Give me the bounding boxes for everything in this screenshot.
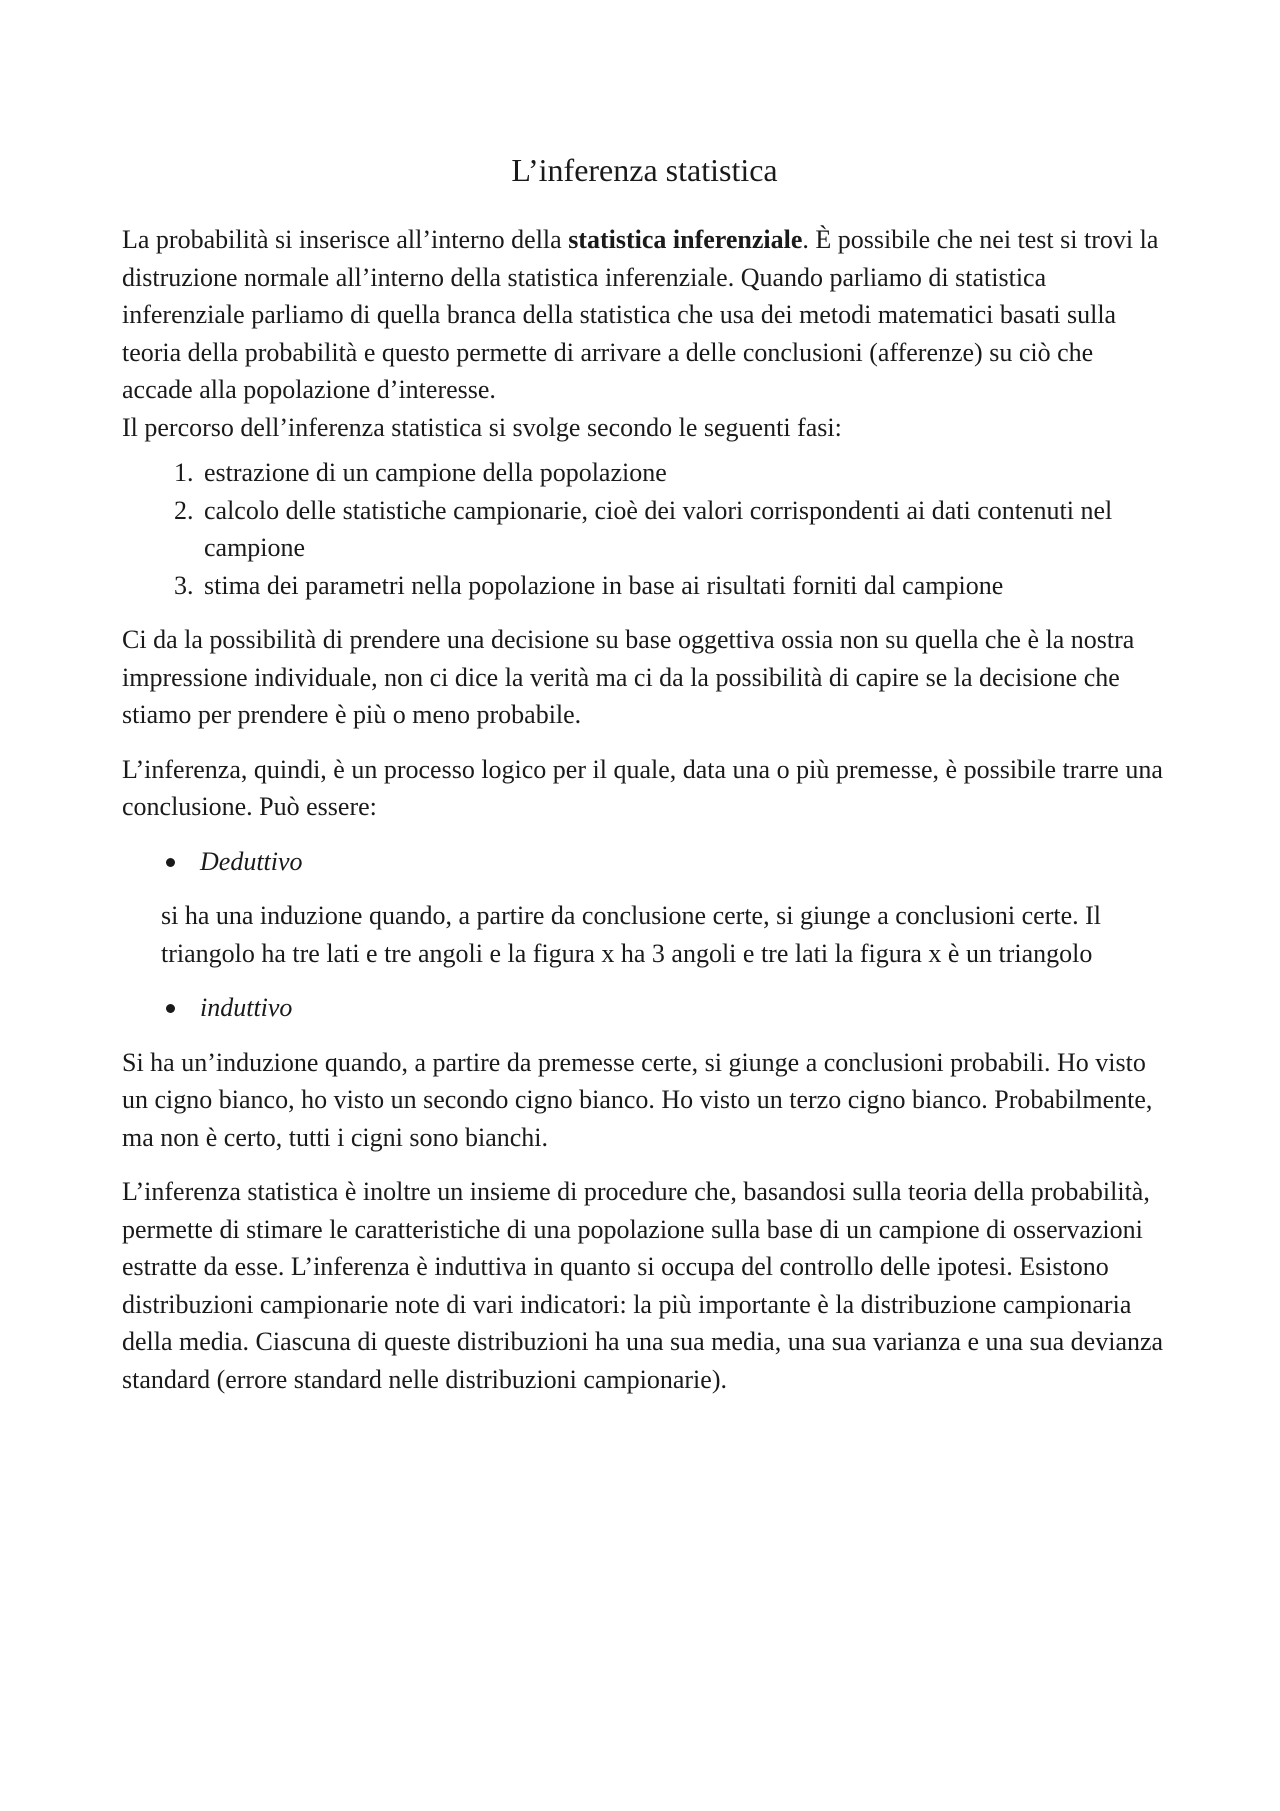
steps-intro: Il percorso dell’inferenza statistica si svolge secondo le seguenti fasi: <box>122 412 842 442</box>
list-item: 2. calcolo delle statistiche campionarie, cioè dei valori corrispondenti ai dati contenuti nel campione <box>200 492 1167 567</box>
intro-paragraph <box>122 221 1167 409</box>
inference-kinds-list-deductive <box>122 843 1167 881</box>
list-item-deductive <box>122 843 1167 881</box>
list-item-inductive <box>122 989 1167 1027</box>
inference-paragraph: L’inferenza, quindi, è un processo logico per il quale, data una o più premesse, è possibile trarre una conclusione. Può essere: <box>122 754 1163 821</box>
document-page <box>122 150 1167 1415</box>
deductive-description: si ha una induzione quando, a partire da conclusione certe, si giunge a conclusioni certe. Il triangolo ha tre lati e tre angoli e la figura x ha 3 angoli e tre lati la figura x è un triangolo <box>161 901 1101 968</box>
list-item: 3. stima dei parametri nella popolazione in base ai risultati forniti dal campione <box>200 567 1167 605</box>
page-title: L’inferenza statistica <box>511 152 778 188</box>
steps-list <box>122 454 1167 604</box>
kind-label-inductive: induttivo <box>200 993 293 1022</box>
final-paragraph: L’inferenza statistica è inoltre un insieme di procedure che, basandosi sulla teoria della probabilità, permette di stimare le caratteristiche di una popolazione sulla base di un campione di osservazioni estratte da esse. L’inferenza è induttiva in quanto si occupa del controllo delle ipotesi. Esistono distribuzioni campionarie note di vari indicatori: la più importante è la distribuzione campionaria della media. Ciascuna di queste distribuzioni ha una sua media, una sua varianza e una sua devianza standard (errore standard nelle distribuzioni campionarie). <box>122 1177 1164 1394</box>
intro-text-start: La probabilità si inserisce all’interno della <box>122 225 569 254</box>
kind-label-deductive: Deduttivo <box>200 846 303 876</box>
list-item: 1. estrazione di un campione della popolazione <box>200 454 1167 492</box>
inductive-description: Si ha un’induzione quando, a partire da premesse certe, si giunge a conclusioni probabili. Ho visto un cigno bianco, ho visto un secondo cigno bianco. Ho visto un terzo cigno bianco. Probabilmente, ma non è certo, tutti i cigni sono bianchi. <box>122 1047 1153 1152</box>
intro-bold-term: statistica inferenziale <box>568 225 803 254</box>
intro-text-end: . È possibile che nei test si trovi la distruzione normale all’interno della statistica inferenziale. Quando parliamo di statistica inferenziale parliamo di quella branca della statistica che usa dei metodi matematici basati sulla teoria della probabilità e questo permette di arrivare a delle conclusioni (afferenze) su ciò che accade alla popolazione d’interesse. <box>122 225 1159 404</box>
inference-kinds-list-inductive <box>122 989 1167 1027</box>
decision-paragraph: Ci da la possibilità di prendere una decisione su base oggettiva ossia non su quella che è la nostra impressione individuale, non ci dice la verità ma ci da la possibilità di capire se la decisione che stiamo per prendere è più o meno probabile. <box>122 625 1135 729</box>
bullet-icon <box>166 858 175 867</box>
bullet-icon <box>166 1004 175 1013</box>
